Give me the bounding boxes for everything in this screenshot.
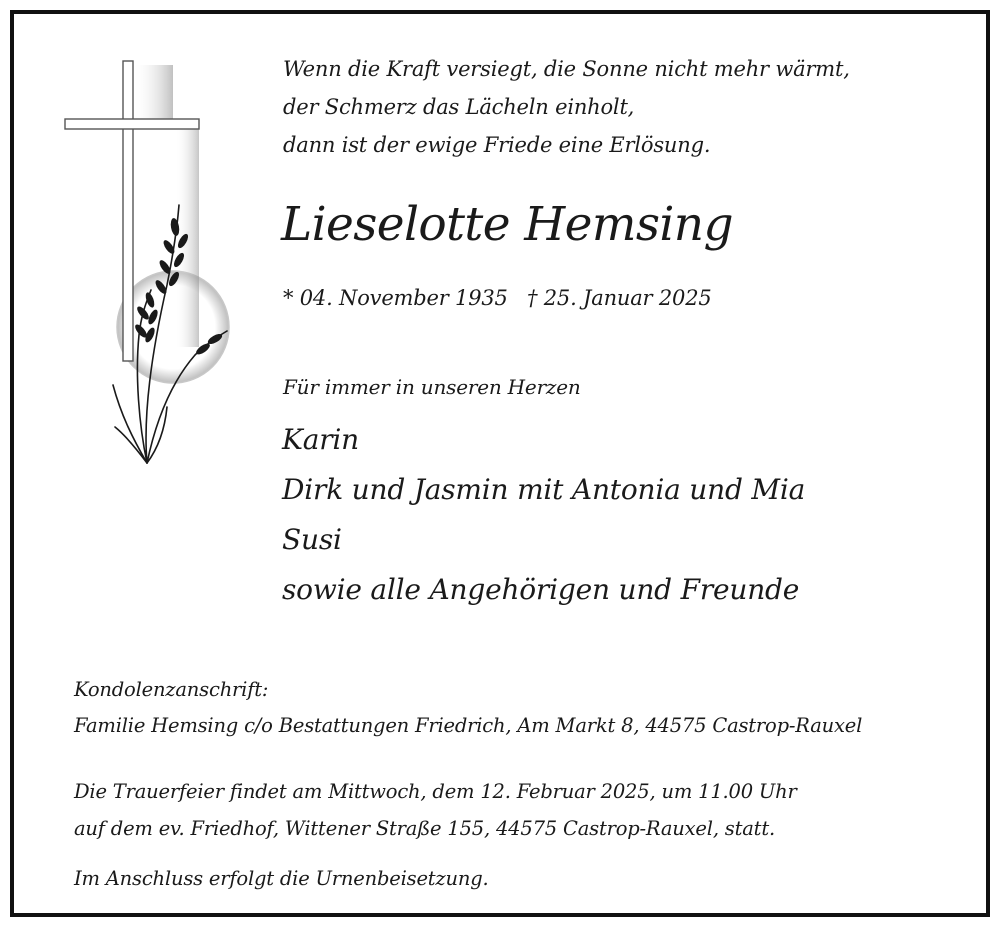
- condolence-label: Kondolenzanschrift:: [74, 678, 269, 701]
- ceremony-line: Die Trauerfeier findet am Mittwoch, dem 12. Februar 2025, um 11.00 Uhr: [74, 780, 797, 803]
- mourner-name: sowie alle Angehörigen und Freunde: [282, 573, 800, 606]
- mourners-list: [282, 415, 805, 615]
- mourners-intro: Für immer in unseren Herzen: [283, 375, 581, 399]
- mourner-name: Susi: [282, 523, 342, 556]
- ceremony-block: [74, 773, 797, 847]
- poem-line: dann ist der ewige Friede eine Erlösung.: [283, 133, 711, 157]
- mourner-name: Karin: [282, 423, 359, 456]
- poem-line: der Schmerz das Lächeln einholt,: [283, 95, 635, 119]
- ceremony-line: auf dem ev. Friedhof, Wittener Straße 155, 44575 Castrop-Rauxel, statt.: [74, 817, 775, 840]
- death-date: † 25. Januar 2025: [527, 286, 712, 310]
- mourner-name: Dirk und Jasmin mit Antonia und Mia: [282, 473, 806, 506]
- poem: [283, 50, 850, 164]
- cross-with-wheat-icon: [55, 55, 245, 475]
- condolence-address: Familie Hemsing c/o Bestattungen Friedrich, Am Markt 8, 44575 Castrop-Rauxel: [74, 714, 863, 737]
- burial-note: Im Anschluss erfolgt die Urnenbeisetzung.: [74, 867, 489, 890]
- condolence-block: [74, 672, 862, 744]
- poem-line: Wenn die Kraft versiegt, die Sonne nicht mehr wärmt,: [283, 57, 850, 81]
- deceased-name: Lieselotte Hemsing: [281, 197, 733, 252]
- birth-date: * 04. November 1935: [283, 286, 508, 310]
